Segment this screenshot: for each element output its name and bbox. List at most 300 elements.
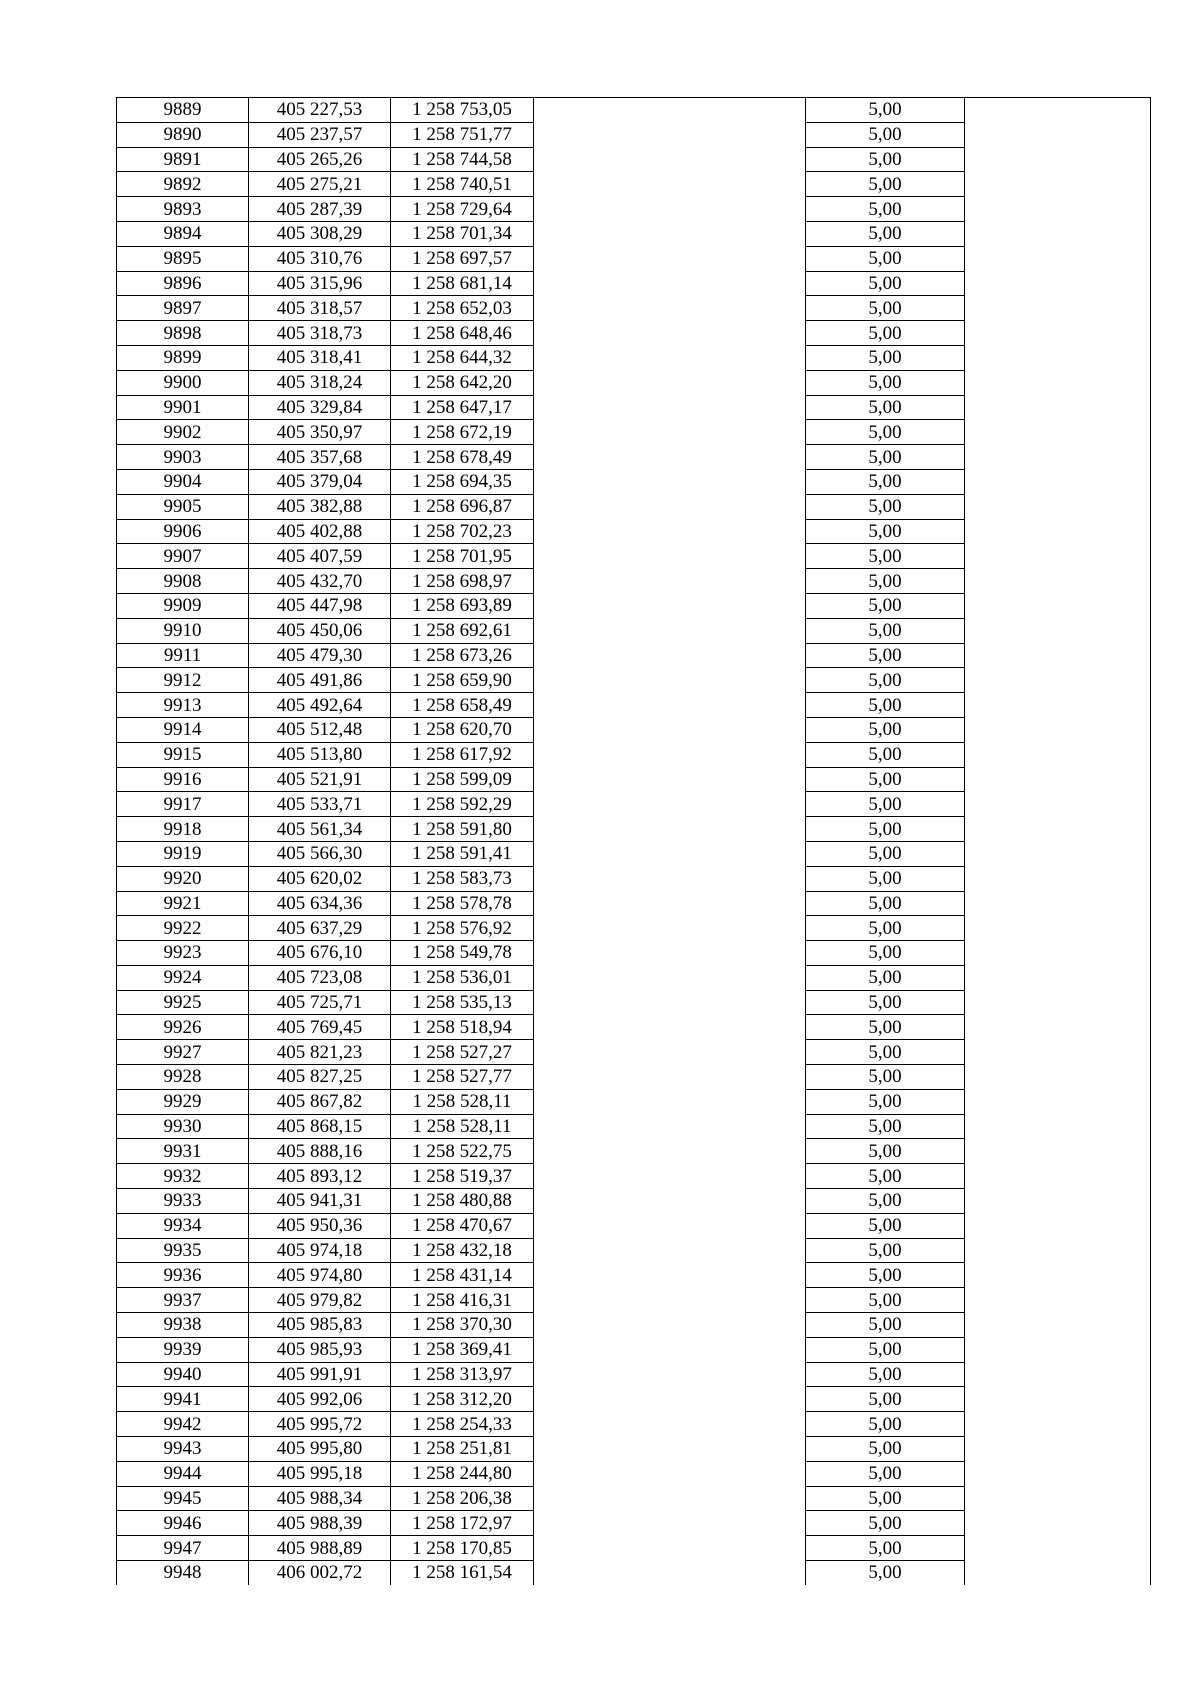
accuracy-cell: 5,00 (806, 1412, 965, 1437)
empty-cell (534, 941, 806, 966)
accuracy-cell: 5,00 (806, 469, 965, 494)
point-number-cell: 9935 (117, 1238, 249, 1263)
point-number-cell: 9932 (117, 1164, 249, 1189)
table-row (117, 1486, 1151, 1511)
table-row (117, 1213, 1151, 1238)
empty-cell (965, 1114, 1151, 1139)
table-row (117, 569, 1151, 594)
empty-cell (965, 1263, 1151, 1288)
empty-cell (534, 1263, 806, 1288)
empty-cell (534, 841, 806, 866)
y-coordinate-cell: 1 258 701,34 (391, 221, 534, 246)
y-coordinate-cell: 1 258 312,20 (391, 1387, 534, 1412)
accuracy-cell: 5,00 (806, 643, 965, 668)
empty-cell (534, 271, 806, 296)
y-coordinate-cell: 1 258 698,97 (391, 569, 534, 594)
accuracy-cell: 5,00 (806, 1189, 965, 1214)
x-coordinate-cell: 405 447,98 (249, 593, 391, 618)
accuracy-cell: 5,00 (806, 1536, 965, 1561)
table-row (117, 1139, 1151, 1164)
empty-cell (965, 990, 1151, 1015)
empty-cell (534, 891, 806, 916)
table-row (117, 643, 1151, 668)
accuracy-cell: 5,00 (806, 1511, 965, 1536)
empty-cell (965, 445, 1151, 470)
table-row (117, 1040, 1151, 1065)
empty-cell (534, 1164, 806, 1189)
empty-cell (534, 1437, 806, 1462)
empty-cell (534, 643, 806, 668)
accuracy-cell: 5,00 (806, 767, 965, 792)
accuracy-cell: 5,00 (806, 693, 965, 718)
empty-cell (965, 197, 1151, 222)
y-coordinate-cell: 1 258 161,54 (391, 1561, 534, 1585)
y-coordinate-cell: 1 258 729,64 (391, 197, 534, 222)
point-number-cell: 9946 (117, 1511, 249, 1536)
y-coordinate-cell: 1 258 370,30 (391, 1313, 534, 1338)
point-number-cell: 9890 (117, 122, 249, 147)
empty-cell (534, 916, 806, 941)
table-row (117, 841, 1151, 866)
y-coordinate-cell: 1 258 206,38 (391, 1486, 534, 1511)
empty-cell (965, 1511, 1151, 1536)
table-row (117, 1238, 1151, 1263)
point-number-cell: 9945 (117, 1486, 249, 1511)
table-row (117, 1387, 1151, 1412)
x-coordinate-cell: 405 492,64 (249, 693, 391, 718)
point-number-cell: 9919 (117, 841, 249, 866)
point-number-cell: 9893 (117, 197, 249, 222)
empty-cell (534, 98, 806, 123)
x-coordinate-cell: 405 491,86 (249, 668, 391, 693)
y-coordinate-cell: 1 258 518,94 (391, 1015, 534, 1040)
x-coordinate-cell: 405 513,80 (249, 742, 391, 767)
empty-cell (965, 420, 1151, 445)
empty-cell (965, 916, 1151, 941)
empty-cell (534, 569, 806, 594)
accuracy-cell: 5,00 (806, 569, 965, 594)
y-coordinate-cell: 1 258 753,05 (391, 98, 534, 123)
y-coordinate-cell: 1 258 369,41 (391, 1337, 534, 1362)
empty-cell (965, 147, 1151, 172)
y-coordinate-cell: 1 258 644,32 (391, 345, 534, 370)
accuracy-cell: 5,00 (806, 742, 965, 767)
point-number-cell: 9897 (117, 296, 249, 321)
accuracy-cell: 5,00 (806, 668, 965, 693)
accuracy-cell: 5,00 (806, 395, 965, 420)
accuracy-cell: 5,00 (806, 965, 965, 990)
table-row (117, 296, 1151, 321)
empty-cell (534, 1313, 806, 1338)
empty-cell (965, 544, 1151, 569)
empty-cell (534, 1089, 806, 1114)
point-number-cell: 9907 (117, 544, 249, 569)
point-number-cell: 9922 (117, 916, 249, 941)
x-coordinate-cell: 405 950,36 (249, 1213, 391, 1238)
x-coordinate-cell: 405 402,88 (249, 519, 391, 544)
point-number-cell: 9944 (117, 1461, 249, 1486)
x-coordinate-cell: 405 287,39 (249, 197, 391, 222)
y-coordinate-cell: 1 258 519,37 (391, 1164, 534, 1189)
x-coordinate-cell: 405 350,97 (249, 420, 391, 445)
accuracy-cell: 5,00 (806, 1362, 965, 1387)
empty-cell (534, 172, 806, 197)
y-coordinate-cell: 1 258 701,95 (391, 544, 534, 569)
empty-cell (534, 1387, 806, 1412)
empty-cell (965, 296, 1151, 321)
empty-cell (534, 1238, 806, 1263)
accuracy-cell: 5,00 (806, 1437, 965, 1462)
x-coordinate-cell: 405 318,24 (249, 370, 391, 395)
empty-cell (534, 1015, 806, 1040)
y-coordinate-cell: 1 258 251,81 (391, 1437, 534, 1462)
y-coordinate-cell: 1 258 617,92 (391, 742, 534, 767)
empty-cell (965, 370, 1151, 395)
empty-cell (965, 1486, 1151, 1511)
x-coordinate-cell: 405 995,80 (249, 1437, 391, 1462)
table-row (117, 1536, 1151, 1561)
y-coordinate-cell: 1 258 254,33 (391, 1412, 534, 1437)
accuracy-cell: 5,00 (806, 1387, 965, 1412)
empty-cell (965, 1238, 1151, 1263)
y-coordinate-cell: 1 258 583,73 (391, 866, 534, 891)
point-number-cell: 9941 (117, 1387, 249, 1412)
empty-cell (534, 792, 806, 817)
y-coordinate-cell: 1 258 697,57 (391, 246, 534, 271)
empty-cell (534, 1412, 806, 1437)
point-number-cell: 9911 (117, 643, 249, 668)
empty-cell (965, 1337, 1151, 1362)
point-number-cell: 9920 (117, 866, 249, 891)
accuracy-cell: 5,00 (806, 1015, 965, 1040)
table-row (117, 1089, 1151, 1114)
x-coordinate-cell: 405 237,57 (249, 122, 391, 147)
empty-cell (534, 1139, 806, 1164)
empty-cell (534, 1362, 806, 1387)
x-coordinate-cell: 405 620,02 (249, 866, 391, 891)
empty-cell (965, 1313, 1151, 1338)
empty-cell (965, 866, 1151, 891)
point-number-cell: 9909 (117, 593, 249, 618)
table-row (117, 965, 1151, 990)
empty-cell (965, 172, 1151, 197)
point-number-cell: 9937 (117, 1288, 249, 1313)
empty-cell (534, 345, 806, 370)
accuracy-cell: 5,00 (806, 841, 965, 866)
y-coordinate-cell: 1 258 658,49 (391, 693, 534, 718)
point-number-cell: 9940 (117, 1362, 249, 1387)
x-coordinate-cell: 405 676,10 (249, 941, 391, 966)
empty-cell (534, 395, 806, 420)
empty-cell (534, 445, 806, 470)
coordinates-table-body (117, 98, 1151, 1585)
accuracy-cell: 5,00 (806, 98, 965, 123)
point-number-cell: 9916 (117, 767, 249, 792)
x-coordinate-cell: 405 308,29 (249, 221, 391, 246)
point-number-cell: 9926 (117, 1015, 249, 1040)
empty-cell (965, 321, 1151, 346)
table-row (117, 321, 1151, 346)
accuracy-cell: 5,00 (806, 370, 965, 395)
y-coordinate-cell: 1 258 536,01 (391, 965, 534, 990)
table-row (117, 1437, 1151, 1462)
empty-cell (965, 668, 1151, 693)
point-number-cell: 9894 (117, 221, 249, 246)
y-coordinate-cell: 1 258 416,31 (391, 1288, 534, 1313)
empty-cell (965, 817, 1151, 842)
empty-cell (965, 1040, 1151, 1065)
table-row (117, 246, 1151, 271)
accuracy-cell: 5,00 (806, 1288, 965, 1313)
accuracy-cell: 5,00 (806, 792, 965, 817)
point-number-cell: 9929 (117, 1089, 249, 1114)
point-number-cell: 9895 (117, 246, 249, 271)
empty-cell (965, 693, 1151, 718)
x-coordinate-cell: 405 725,71 (249, 990, 391, 1015)
empty-cell (534, 593, 806, 618)
empty-cell (534, 246, 806, 271)
empty-cell (534, 296, 806, 321)
empty-cell (534, 1213, 806, 1238)
y-coordinate-cell: 1 258 522,75 (391, 1139, 534, 1164)
empty-cell (965, 1387, 1151, 1412)
accuracy-cell: 5,00 (806, 494, 965, 519)
empty-cell (965, 1288, 1151, 1313)
empty-cell (534, 965, 806, 990)
x-coordinate-cell: 405 991,91 (249, 1362, 391, 1387)
accuracy-cell: 5,00 (806, 246, 965, 271)
empty-cell (534, 817, 806, 842)
point-number-cell: 9923 (117, 941, 249, 966)
empty-cell (534, 1536, 806, 1561)
empty-cell (534, 544, 806, 569)
point-number-cell: 9933 (117, 1189, 249, 1214)
y-coordinate-cell: 1 258 751,77 (391, 122, 534, 147)
empty-cell (534, 1511, 806, 1536)
empty-cell (534, 1189, 806, 1214)
table-row (117, 1114, 1151, 1139)
x-coordinate-cell: 405 634,36 (249, 891, 391, 916)
x-coordinate-cell: 405 379,04 (249, 469, 391, 494)
empty-cell (965, 345, 1151, 370)
x-coordinate-cell: 405 275,21 (249, 172, 391, 197)
empty-cell (965, 1437, 1151, 1462)
x-coordinate-cell: 405 941,31 (249, 1189, 391, 1214)
point-number-cell: 9913 (117, 693, 249, 718)
y-coordinate-cell: 1 258 535,13 (391, 990, 534, 1015)
point-number-cell: 9898 (117, 321, 249, 346)
accuracy-cell: 5,00 (806, 817, 965, 842)
point-number-cell: 9914 (117, 717, 249, 742)
table-row (117, 370, 1151, 395)
point-number-cell: 9889 (117, 98, 249, 123)
empty-cell (965, 221, 1151, 246)
accuracy-cell: 5,00 (806, 1040, 965, 1065)
y-coordinate-cell: 1 258 647,17 (391, 395, 534, 420)
x-coordinate-cell: 405 985,93 (249, 1337, 391, 1362)
x-coordinate-cell: 405 974,18 (249, 1238, 391, 1263)
x-coordinate-cell: 405 995,72 (249, 1412, 391, 1437)
table-row (117, 916, 1151, 941)
accuracy-cell: 5,00 (806, 197, 965, 222)
table-row (117, 1065, 1151, 1090)
accuracy-cell: 5,00 (806, 221, 965, 246)
table-row (117, 1263, 1151, 1288)
table-row (117, 693, 1151, 718)
y-coordinate-cell: 1 258 740,51 (391, 172, 534, 197)
empty-cell (965, 494, 1151, 519)
table-row (117, 271, 1151, 296)
x-coordinate-cell: 405 533,71 (249, 792, 391, 817)
empty-cell (534, 668, 806, 693)
table-row (117, 1511, 1151, 1536)
table-row (117, 792, 1151, 817)
table-row (117, 817, 1151, 842)
x-coordinate-cell: 405 561,34 (249, 817, 391, 842)
empty-cell (534, 147, 806, 172)
table-row (117, 618, 1151, 643)
table-row (117, 1337, 1151, 1362)
x-coordinate-cell: 405 227,53 (249, 98, 391, 123)
empty-cell (534, 717, 806, 742)
y-coordinate-cell: 1 258 693,89 (391, 593, 534, 618)
x-coordinate-cell: 405 315,96 (249, 271, 391, 296)
accuracy-cell: 5,00 (806, 1114, 965, 1139)
table-row (117, 866, 1151, 891)
y-coordinate-cell: 1 258 592,29 (391, 792, 534, 817)
x-coordinate-cell: 405 827,25 (249, 1065, 391, 1090)
empty-cell (965, 1065, 1151, 1090)
table-row (117, 668, 1151, 693)
point-number-cell: 9896 (117, 271, 249, 296)
y-coordinate-cell: 1 258 648,46 (391, 321, 534, 346)
x-coordinate-cell: 405 318,41 (249, 345, 391, 370)
y-coordinate-cell: 1 258 702,23 (391, 519, 534, 544)
point-number-cell: 9928 (117, 1065, 249, 1090)
x-coordinate-cell: 405 357,68 (249, 445, 391, 470)
table-row (117, 891, 1151, 916)
table-row (117, 717, 1151, 742)
x-coordinate-cell: 405 637,29 (249, 916, 391, 941)
empty-cell (965, 618, 1151, 643)
table-row (117, 1561, 1151, 1585)
empty-cell (965, 792, 1151, 817)
x-coordinate-cell: 405 769,45 (249, 1015, 391, 1040)
accuracy-cell: 5,00 (806, 1164, 965, 1189)
x-coordinate-cell: 405 821,23 (249, 1040, 391, 1065)
point-number-cell: 9948 (117, 1561, 249, 1585)
empty-cell (534, 1065, 806, 1090)
empty-cell (534, 618, 806, 643)
accuracy-cell: 5,00 (806, 445, 965, 470)
point-number-cell: 9903 (117, 445, 249, 470)
y-coordinate-cell: 1 258 244,80 (391, 1461, 534, 1486)
table-row (117, 1164, 1151, 1189)
empty-cell (965, 742, 1151, 767)
empty-cell (534, 693, 806, 718)
x-coordinate-cell: 405 382,88 (249, 494, 391, 519)
table-row (117, 941, 1151, 966)
empty-cell (534, 767, 806, 792)
empty-cell (534, 1337, 806, 1362)
y-coordinate-cell: 1 258 432,18 (391, 1238, 534, 1263)
table-row (117, 1288, 1151, 1313)
y-coordinate-cell: 1 258 170,85 (391, 1536, 534, 1561)
accuracy-cell: 5,00 (806, 1561, 965, 1585)
x-coordinate-cell: 405 450,06 (249, 618, 391, 643)
coordinates-table (116, 97, 1151, 1585)
point-number-cell: 9917 (117, 792, 249, 817)
x-coordinate-cell: 405 988,89 (249, 1536, 391, 1561)
point-number-cell: 9892 (117, 172, 249, 197)
x-coordinate-cell: 405 988,39 (249, 1511, 391, 1536)
empty-cell (965, 519, 1151, 544)
x-coordinate-cell: 405 310,76 (249, 246, 391, 271)
x-coordinate-cell: 405 318,57 (249, 296, 391, 321)
empty-cell (965, 965, 1151, 990)
table-row (117, 1189, 1151, 1214)
table-row (117, 767, 1151, 792)
empty-cell (965, 1139, 1151, 1164)
empty-cell (534, 420, 806, 445)
table-row (117, 469, 1151, 494)
table-row (117, 221, 1151, 246)
table-row (117, 519, 1151, 544)
table-row (117, 345, 1151, 370)
empty-cell (965, 717, 1151, 742)
accuracy-cell: 5,00 (806, 618, 965, 643)
x-coordinate-cell: 405 318,73 (249, 321, 391, 346)
y-coordinate-cell: 1 258 672,19 (391, 420, 534, 445)
table-row (117, 990, 1151, 1015)
accuracy-cell: 5,00 (806, 147, 965, 172)
point-number-cell: 9938 (117, 1313, 249, 1338)
table-row (117, 197, 1151, 222)
empty-cell (965, 98, 1151, 123)
empty-cell (534, 1040, 806, 1065)
accuracy-cell: 5,00 (806, 321, 965, 346)
x-coordinate-cell: 405 265,26 (249, 147, 391, 172)
empty-cell (965, 469, 1151, 494)
y-coordinate-cell: 1 258 528,11 (391, 1089, 534, 1114)
empty-cell (965, 1164, 1151, 1189)
table-row (117, 742, 1151, 767)
accuracy-cell: 5,00 (806, 1461, 965, 1486)
point-number-cell: 9925 (117, 990, 249, 1015)
accuracy-cell: 5,00 (806, 1313, 965, 1338)
x-coordinate-cell: 405 407,59 (249, 544, 391, 569)
table-row (117, 1362, 1151, 1387)
table-row (117, 395, 1151, 420)
table-row (117, 1313, 1151, 1338)
table-row (117, 1015, 1151, 1040)
y-coordinate-cell: 1 258 652,03 (391, 296, 534, 321)
point-number-cell: 9947 (117, 1536, 249, 1561)
empty-cell (965, 941, 1151, 966)
table-row (117, 1412, 1151, 1437)
point-number-cell: 9930 (117, 1114, 249, 1139)
point-number-cell: 9910 (117, 618, 249, 643)
x-coordinate-cell: 405 329,84 (249, 395, 391, 420)
point-number-cell: 9921 (117, 891, 249, 916)
x-coordinate-cell: 405 888,16 (249, 1139, 391, 1164)
table-row (117, 147, 1151, 172)
y-coordinate-cell: 1 258 527,77 (391, 1065, 534, 1090)
empty-cell (534, 494, 806, 519)
table-row (117, 172, 1151, 197)
y-coordinate-cell: 1 258 470,67 (391, 1213, 534, 1238)
x-coordinate-cell: 405 723,08 (249, 965, 391, 990)
